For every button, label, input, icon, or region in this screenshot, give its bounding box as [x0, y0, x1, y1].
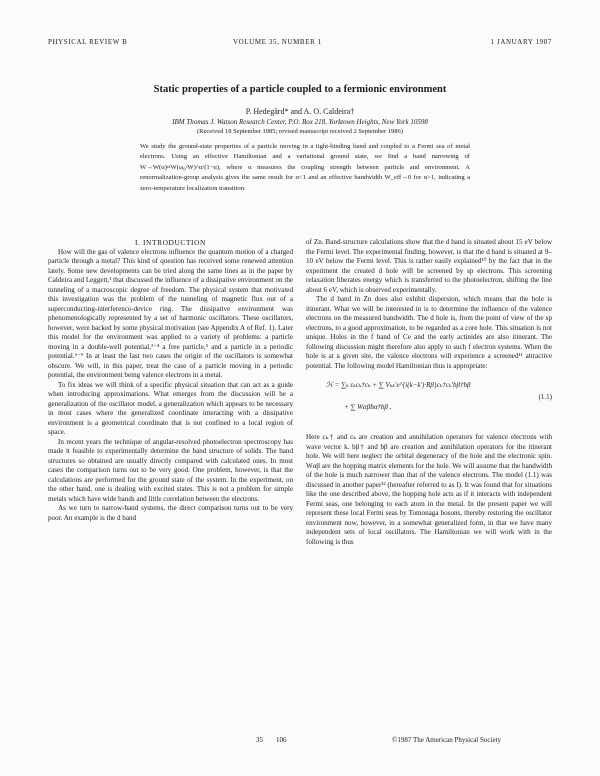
issue-date: 1 JANUARY 1987	[490, 38, 552, 46]
paragraph: To fix ideas we will think of a specific physical situation that can act as a guide when introducing approximations. What emerges from the discussion will be a generalization of the oscillator model, a generalization which appears to be necessary in most cases where the generalized coordinate interacting with a dissipative environment is a geometrical coordinate that is not confined to a local region of space.	[48, 380, 293, 436]
paper-title: Static properties of a particle coupled to a fermionic environment	[153, 84, 447, 95]
copyright: ©1987 The American Physical Society	[392, 736, 502, 744]
paragraph: How will the gas of valence electrons influence the quantum motion of a charged particle through a metal? This kind of question has received some renewed attention lately. Some new developments can be tried along the same lines as in the paper by Caldeira and Leggett,¹ that discussed the influence of a dissipative environment on the tunneling of a macroscopic degree of freedom. The physical system that motivated this investigation was the problem of the tunneling of magnetic flux out of a superconducting-interference-device ring. The dissipative environment was phenomenologically represented by a set of harmonic oscillators. These oscillators, however, were backed by some physical motivation (see Appendix A of Ref. 1). Later this model for the environment was applied to a variety of problems: a particle moving in a double-well potential,²⁻⁴ a free particle,⁵ and a particle in a periodic potential.⁶⁻⁹ In at least the last two cases the origin of the oscillators is somewhat obscure. We will, in this paper, treat the case of a particle moving in a periodic potential, the environment being valence electrons in a metal.	[48, 247, 294, 379]
paragraph: As we turn to narrow-band systems, the direct comparison turns out to be very poor. An example is the d band	[48, 504, 293, 522]
paragraph: Here cₖ† and cₖ are creation and annihilation operators for valence electrons with wave vector k. bβ† and bβ are creation and annihilation operators for the itinerant hole. We will here neglect the orbital degeneracy of the hole and the electronic spin. Wαβ are the hopping matrix elements for the hole. We will assume that the bandwidth of the hole is much narrower than that of the valence electrons. The model (1.1) was discussed in another paper¹² (hereafter referred to as I). It was found that for situations like the one described above, the hopping hole acts as if it interacts with independent Fermi seas, one belonging to each atom in the metal. In the present paper we will represent these local Fermi seas by Tomonaga bosons, thereby restoring the oscillator environment now, however, in a somewhat generalized form, in that we have many independent sets of local oscillators. The Hamiltonian we will work with in the following is thus	[306, 433, 552, 546]
paragraph: of Zn. Band-structure calculations show that the d band is situated about 15 eV below the Fermi level. The experimental finding, however, is that the d band is situated at 9–10 eV below the Fermi level. This is rather easily explained¹⁰ by the fact that in the experiment the created d hole will be screened by sp electrons. This screening relaxation liberates energy which is transferred to the photoelectron, shifting the line about 6 eV, which is observed experimentally.	[306, 238, 552, 294]
running-header	[48, 38, 552, 52]
journal-name: PHYSICAL REVIEW B	[48, 38, 128, 46]
author-list: P. Hedegård* and A. O. Caldeira†	[245, 107, 355, 116]
right-column	[306, 238, 552, 547]
volume-footer: 35	[256, 736, 263, 744]
equation-number: (1.1)	[538, 393, 552, 401]
paragraph: In recent years the technique of angular-resolved photoelectron spectroscopy has made it feasible to experimentally determine the band structure of solids. The band structures so obtained are usually directly compared with calculated ones. In most cases the comparison turns out to be very good. One problem, however, is that the calculations are performed for the ground state of the system. In the experiment, on the other hand, one is dealing with excited states. This is not a problem for simple metals which have wide bands and little correlation between the electrons.	[48, 437, 293, 503]
paragraph: The d band in Zn does also exhibit dispersion, which means that the hole is itinerant. What we will be interested in is to determine the influence of the valence electrons on the measured bandwidth. The d hole is, from the point of view of the sp electrons, to a good approximation, to be regarded as a core hole. This situation is not unique. Holes in the f band of Ce and the early actinides are also itinerant. The following discussion might therefore also apply to such f electron systems. When the hole is at a given site, the valence electrons will experience a screened¹¹ attractive potential. The following model Hamiltonian thus is appropriate:	[306, 295, 552, 370]
received-dates: (Received 18 September 1985; revised manuscript received 2 September 1986)	[197, 128, 403, 135]
affiliation: IBM Thomas J. Watson Research Center, P.O. Box 218, Yorktown Heights, New York 10598	[172, 118, 428, 126]
left-column	[48, 238, 293, 523]
volume-number: VOLUME 35, NUMBER 1	[233, 38, 322, 46]
page-number: 106	[276, 736, 287, 744]
abstract: We study the ground-state properties of a particle moving in a tight-binding band and coupled to a Fermi sea of metal electrons. Using an effective Hamiltonian and a variational ground state, we find a band narrowing of W→W(α)≈W(ω₀/W)^α/(1−α), where α measures the coupling strength between particle and environment. A renormalization-group analysis gives the same result for α<1 and an effective bandwidth W_eff→0 for α>1, indicating a zero-temperature localization transition.	[140, 143, 470, 192]
equation-line: + ∑ Wαβbα†bβ ,	[344, 403, 392, 411]
section-heading: I. INTRODUCTION	[135, 238, 206, 247]
equation-line: ℋ = ∑ₖ εₖcₖ†cₖ + ∑ Vₖₖ′e^{i(k−k′)·Rβ}cₖ†cₖ′bβ†bβ	[326, 381, 471, 389]
equation-1-1	[306, 375, 552, 429]
